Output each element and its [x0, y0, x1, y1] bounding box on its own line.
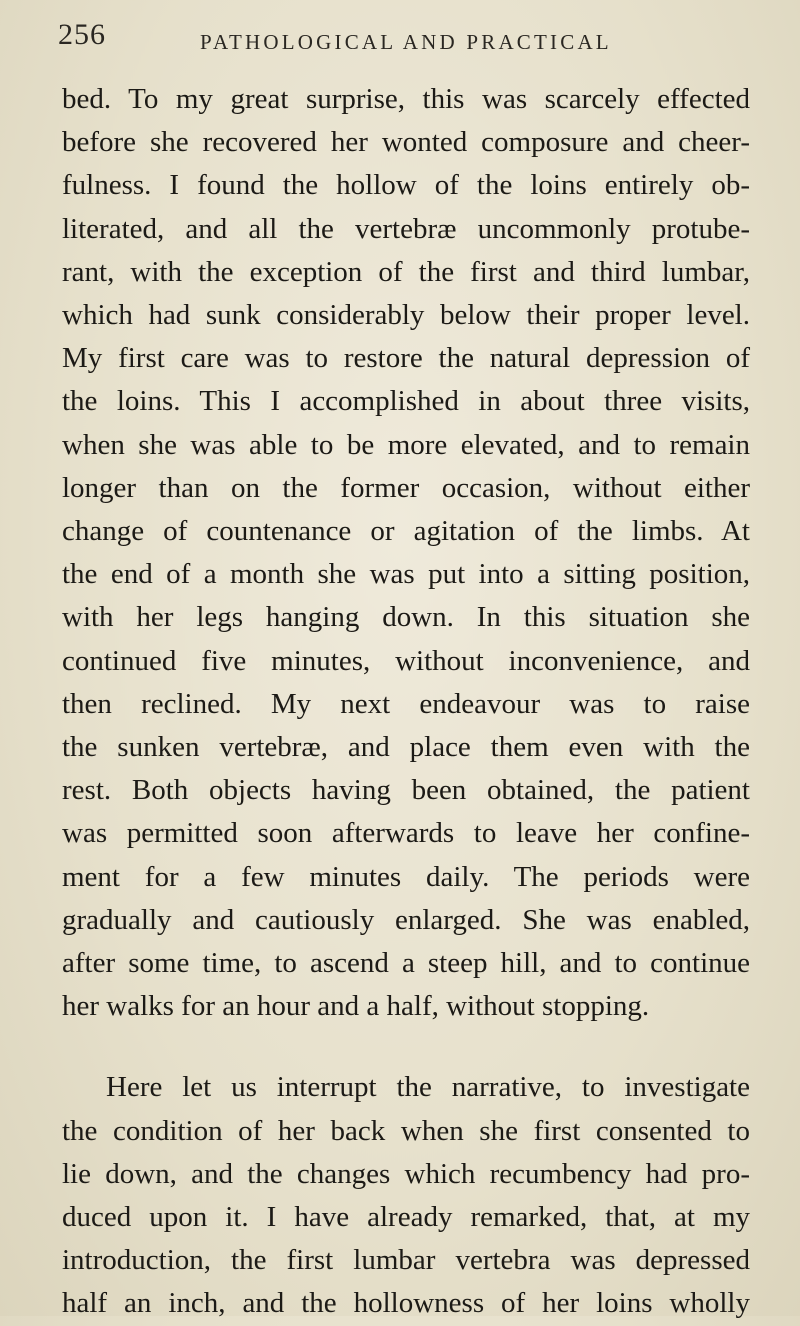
text-line: half an inch, and the hollowness of her loins wholly: [62, 1287, 750, 1320]
text-line: ment for a few minutes daily. The periods were: [62, 860, 750, 893]
text-line: Here let us interrupt the narrative, to investigate: [106, 1071, 750, 1104]
text-line: was permitted soon afterwards to leave her confine-: [62, 817, 750, 850]
page-number: 256: [58, 18, 106, 51]
text-line: with her legs hanging down. In this situation she: [62, 601, 750, 634]
text-line: then reclined. My next endeavour was to raise: [62, 687, 750, 720]
text-line: before she recovered her wonted composure and cheer-: [62, 126, 750, 159]
text-line: longer than on the former occasion, without either: [62, 471, 750, 504]
text-line: bed. To my great surprise, this was scarcely effected: [62, 83, 750, 115]
text-line: rest. Both objects having been obtained, the patient: [62, 774, 750, 807]
running-head: [58, 18, 758, 58]
text-line: literated, and all the vertebræ uncommonly protube-: [62, 212, 750, 245]
text-line: which had sunk considerably below their proper level.: [62, 299, 750, 332]
paragraph-2: [62, 1066, 750, 1325]
text-line: after some time, to ascend a steep hill, and to continue: [62, 947, 750, 980]
text-line: lie down, and the changes which recumbency had pro-: [62, 1157, 750, 1190]
text-line: when she was able to be more elevated, and to remain: [62, 428, 750, 461]
text-line: rant, with the exception of the first and third lumbar,: [62, 255, 750, 288]
text-line: introduction, the first lumbar vertebra was depressed: [62, 1244, 750, 1277]
running-title: PATHOLOGICAL AND PRACTICAL: [200, 30, 612, 54]
text-line: duced upon it. I have already remarked, that, at my: [62, 1201, 750, 1234]
text-line: My first care was to restore the natural depression of: [62, 342, 750, 375]
text-line: fulness. I found the hollow of the loins entirely ob-: [62, 169, 750, 202]
paragraph-1: [62, 78, 750, 1028]
text-line: her walks for an hour and a half, without stopping.: [62, 990, 650, 1023]
text-line: continued five minutes, without inconvenience, and: [62, 644, 750, 677]
text-line: the end of a month she was put into a sitting position,: [62, 558, 750, 591]
text-line: gradually and cautiously enlarged. She was enabled,: [62, 903, 750, 936]
text-line: the loins. This I accomplished in about three visits,: [62, 385, 750, 418]
text-line: change of countenance or agitation of the limbs. At: [62, 515, 750, 548]
text-line: the condition of her back when she first consented to: [62, 1114, 750, 1147]
text-line: the sunken vertebræ, and place them even with the: [62, 731, 750, 764]
body-text: [62, 78, 750, 1326]
